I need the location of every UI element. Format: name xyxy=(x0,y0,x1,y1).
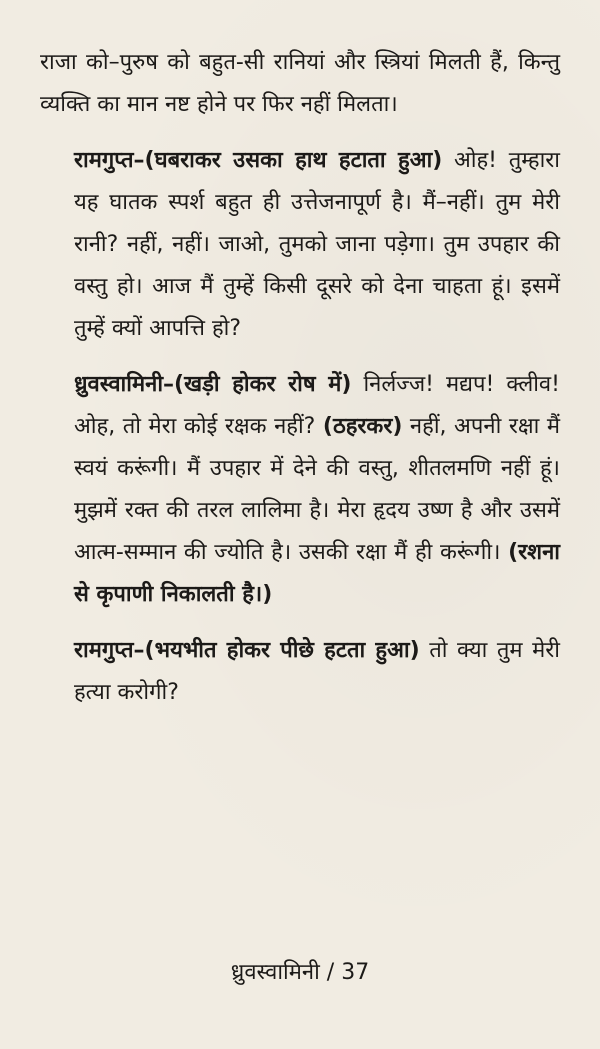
speech-text: ओह! तुम्हारा यह घातक स्पर्श बहुत ही उत्तेजनापूर्ण है। मैं–नहीं। तुम मेरी रानी? नहीं, नहीं। जाओ, तुमको जाना पड़ेगा। तुम उपहार की वस्तु हो। आज मैं तुम्हें किसी दूसरे को देना चाहता हूं। इसमें तुम्हें क्यों आपत्ति हो? xyxy=(74,148,560,341)
stage-direction: (ठहरकर) xyxy=(322,414,403,439)
speech-text: निर्लज्ज! मद्यप! क्लीव! ओह, तो मेरा कोई रक्षक नहीं? xyxy=(74,372,560,439)
speaker-label: ध्रुवस्वामिनी–(खड़ी होकर रोष में) xyxy=(74,372,352,397)
speech-text: राजा को–पुरुष को बहुत-सी रानियां और स्त्रियां मिलती हैं, किन्तु व्यक्ति का मान नष्ट होने पर फिर नहीं मिलता। xyxy=(40,50,560,117)
stage-direction: (रशना से कृपाणी निकालती है।) xyxy=(74,540,560,607)
paragraph-dialogue-ramgupt-2 xyxy=(40,630,560,714)
speaker-label: रामगुप्त–(घबराकर उसका हाथ हटाता हुआ) xyxy=(74,148,443,173)
speaker-label: रामगुप्त–(भयभीत होकर पीछे हटता हुआ) xyxy=(74,638,420,663)
paragraph-dialogue-ramgupt-1 xyxy=(40,140,560,350)
page-footer: ध्रुवस्वामिनी / 37 xyxy=(230,960,370,985)
speech-text: तो क्या तुम मेरी हत्या करोगी? xyxy=(74,638,560,705)
paragraph-narration xyxy=(40,42,560,126)
speech-text: नहीं, अपनी रक्षा मैं स्वयं करूंगी। मैं उपहार में देने की वस्तु, शीतलमणि नहीं हूं। मुझमें रक्त की तरल लालिमा है। मेरा हृदय उष्ण है और उसमें आत्म-सम्मान की ज्योति है। उसकी रक्षा मैं ही करूंगी। xyxy=(74,414,560,565)
paragraph-dialogue-dhruvaswamini xyxy=(40,364,560,616)
